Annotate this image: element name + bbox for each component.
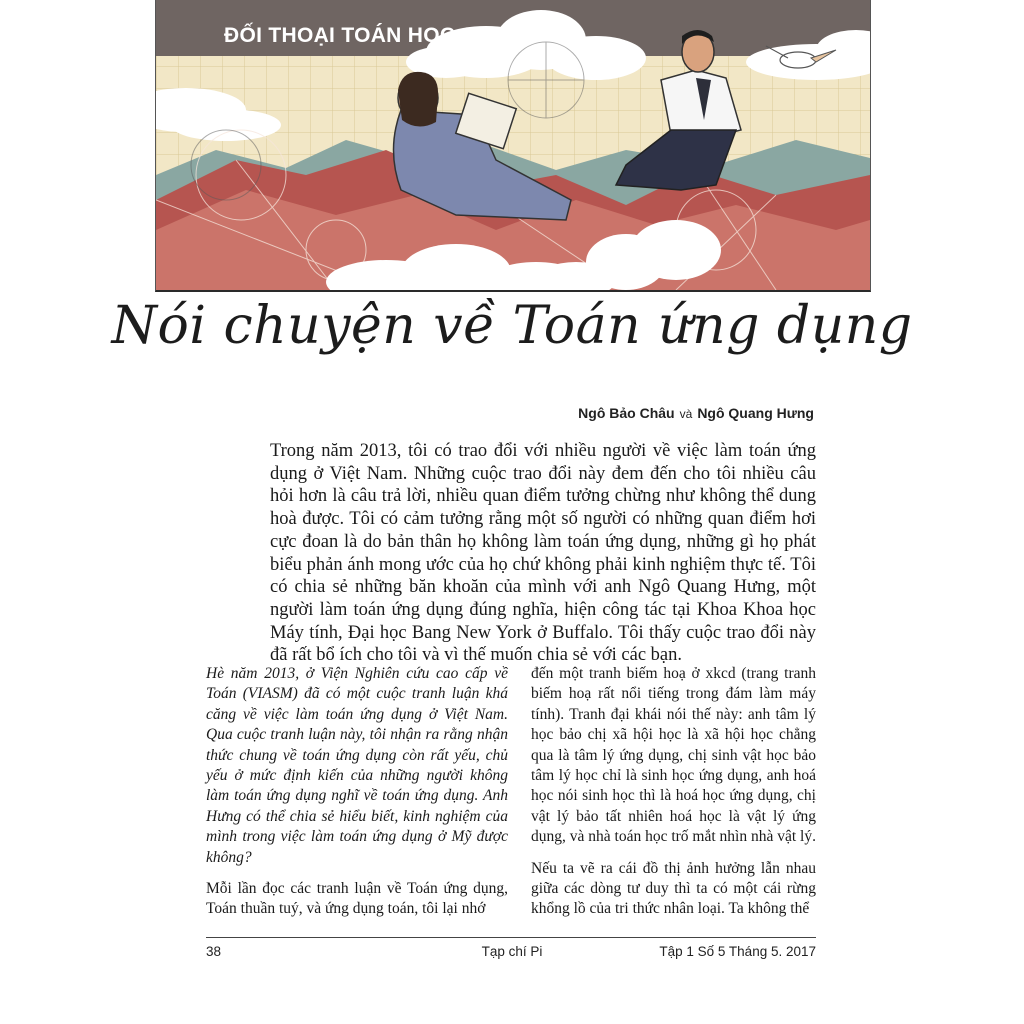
answer-paragraph: Nếu ta vẽ ra cái đồ thị ảnh hưởng lẫn nhau giữa các dòng tư duy thì ta có một cái rừng khổng lồ của tri thức nhân loại. Ta không thể <box>531 859 816 918</box>
section-label: ĐỐI THOẠI TOÁN HỌC <box>224 24 456 47</box>
byline <box>578 405 814 421</box>
left-column <box>206 664 508 931</box>
byline-conjunction: và <box>679 407 693 421</box>
footer-divider <box>206 937 816 938</box>
header-illustration <box>155 0 871 292</box>
answer-paragraph: đến một tranh biếm hoạ ở xkcd (trang tranh biếm hoạ rất nổi tiếng trong đám làm máy tính). Tranh đại khái nói thế này: anh tâm lý học bảo chị xã hội học là xã hội học chẳng qua là tâm lý ứng dụng, chị sinh vật học bảo tâm lý học chỉ là sinh học ứng dụng, anh hoá học nói sinh học thì là hoá học ứng dụng, chị vật lý bảo tất nhiên hoá học là vật lý ứng dụng, và nhà toán học trố mắt nhìn nhà vật lý. <box>531 665 816 846</box>
intro-paragraph: Trong năm 2013, tôi có trao đổi với nhiều người về việc làm toán ứng dụng ở Việt Nam. Những cuộc trao đổi này đem đến cho tôi nhiều câu hỏi hơn là câu trả lời, nhiều quan điểm tưởng chừng như không thể dung hoà được. Tôi có cảm tưởng rằng một số người có những quan điểm hơi cực đoan là do bản thân họ không làm toán ứng dụng, những gì họ phát biểu phản ánh mong ước của họ chứ không phải kinh nghiệm thực tế. Tôi có chia sẻ những băn khoăn của mình với anh Ngô Quang Hưng, một người làm toán ứng dụng đúng nghĩa, hiện công tác tại Khoa Khoa học Máy tính, Đại học Bang New York ở Buffalo. Tôi thấy cuộc trao đổi này đã rất bổ ích cho tôi và vì thế muốn chia sẻ với các bạn. <box>270 441 816 666</box>
page-number: 38 <box>206 944 222 959</box>
author-name: Ngô Quang Hưng <box>697 405 814 421</box>
article-title: Nói chuyện về Toán ứng dụng <box>111 296 913 356</box>
interview-question: Hè năm 2013, ở Viện Nghiên cứu cao cấp về Toán (VIASM) đã có một cuộc tranh luận khá căng về việc làm toán ứng dụng ở Việt Nam. Qua cuộc tranh luận này, tôi nhận ra rằng nhận thức chung về toán ứng dụng còn rất yếu, chủ yếu ở mức định kiến của những người không làm toán ứng dụng nghĩ về toán ứng dụng. Anh Hưng có thể chia sẻ hiểu biết, kinh nghiệm của mình trong việc làm toán ứng dụng ở Mỹ được không? <box>206 665 508 866</box>
author-name: Ngô Bảo Châu <box>578 405 675 421</box>
issue-info: Tập 1 Số 5 Tháng 5. 2017 <box>659 944 816 959</box>
right-column <box>531 664 816 931</box>
answer-paragraph: Mỗi lần đọc các tranh luận về Toán ứng dụng, Toán thuần tuý, và ứng dụng toán, tôi lại nhớ <box>206 880 508 918</box>
magazine-name: Tạp chí Pi <box>481 944 543 959</box>
